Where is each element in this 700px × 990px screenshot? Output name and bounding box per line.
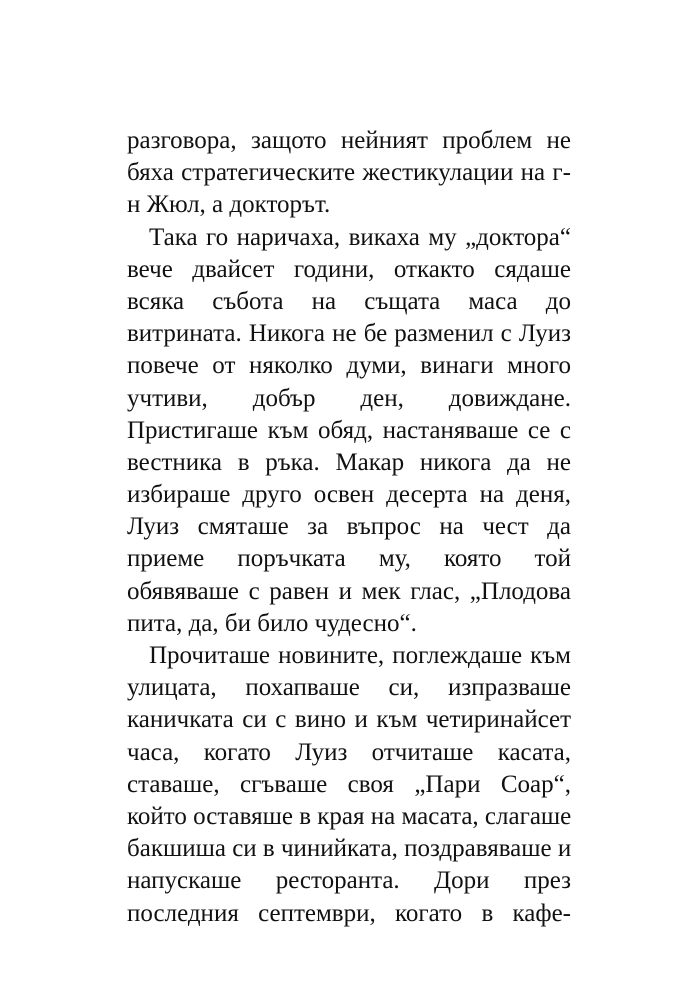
text-line: учтиви, добър ден, довиждане. — [127, 384, 571, 412]
text-line: избираше друго освен десерта на деня, — [127, 481, 571, 509]
text-line: ставаше, сгъваше своя „Пари Соар“, — [127, 770, 571, 798]
text-line: напускаше ресторанта. Дори през — [127, 867, 571, 895]
text-line: часа, когато Луиз отчиташе касата, — [127, 738, 571, 766]
text-line: каничката си с вино и към четиринайсет — [127, 706, 571, 734]
text-line: обявяваше с равен и мек глас, „Плодова — [127, 577, 571, 605]
text-line: бакшиша си в чинийката, поздравяваше и — [127, 835, 572, 863]
text-line: улицата, похапваше си, изпразваше — [127, 674, 571, 702]
text-line: пита, да, би било чудесно“. — [127, 609, 417, 637]
text-line: който оставяше в края на масата, слагаше — [127, 802, 572, 830]
text-line: Прочиташе новините, поглеждаше към — [149, 642, 571, 669]
text-line: Пристигаше към обяд, настаняваше се с — [127, 416, 571, 444]
text-line: приеме поръчката му, която той — [127, 545, 571, 573]
text-line: Така го наричаха, викаха му „доктора“ — [149, 223, 571, 251]
text-line: вестника в ръка. Макар никога да не — [127, 448, 571, 476]
text-line: Луиз смяташе за въпрос на чест да — [127, 513, 571, 541]
text-line: витрината. Никога не бе разменил с Луиз — [127, 320, 571, 348]
body-text — [127, 125, 571, 930]
text-line: повече от няколко думи, винаги много — [127, 352, 571, 380]
text-line: бяха стратегическите жестикулации на г- — [127, 159, 571, 187]
text-line: разговора, защото нейният проблем не — [127, 127, 571, 154]
text-line: последния септември, когато в кафе- — [127, 899, 571, 927]
paragraph-1 — [127, 125, 571, 222]
paragraph-3 — [127, 640, 571, 930]
paragraph-2 — [127, 222, 571, 640]
text-line: н Жюл, а докторът. — [127, 191, 331, 219]
text-line: всяка събота на същата маса до — [127, 287, 571, 315]
text-line: вече двайсет години, откакто сядаше — [127, 255, 571, 283]
